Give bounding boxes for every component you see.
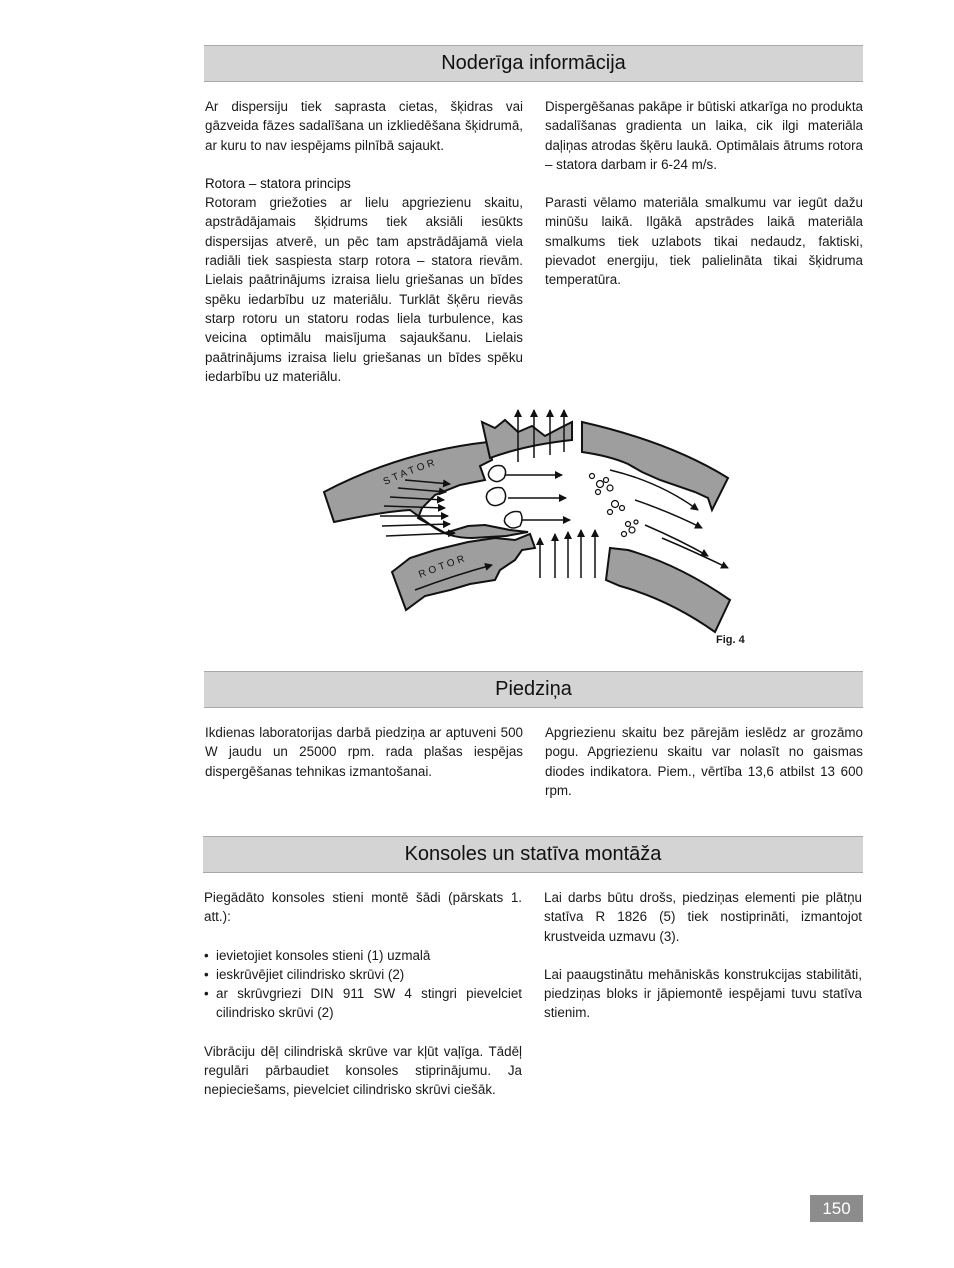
section-title-drive [204,671,863,708]
stand-mounting-text: Lai darbs būtu drošs, piedziņas elementi pie plātņu statīva R 1826 (5) tiek nostiprināti, izmantojot krustveida uzmavu (3). [544,890,862,944]
section-title-text: Konsoles un statīva montāža [404,843,662,865]
section3-right-column [544,888,862,1023]
stator-right-block [582,422,728,510]
rotor-stator-text: Rotoram griežoties ar lielu apgriezienu skaitu, apstrādājamais šķidrums tiek aksiāli iesūkts dispersijas atverē, un pēc tam apstrādājamā viela radiāli tiek saspiesta starp rotora – statora rievām. Lielais paātrinājums izraisa lielu griešanas un bīdes spēku iedarbību uz materiālu. Turklāt šķēru rievās starp rotoru un statoru rodas liela turbulence, kas veicina optimālu maisījuma sajaukšanu. Lielais paātrinājums izraisa lielu griešanas un bīdes spēku iedarbību uz materiālu. [205,195,523,384]
list-item: • ieskrūvējiet cilindrisko skrūvi (2) [204,965,522,984]
fineness-text: Parasti vēlamo materiāla smalkumu var iegūt dažu minūšu laikā. Ilgākā apstrādes laikā materiāla smalkums tiek uzlabots tikai nedaudz, faktiski, pievadot energiju, tiek palielināta tikai šķidruma temperatūra. [545,195,863,288]
section3-left-column [204,888,522,1100]
figure-caption: Fig. 4 [716,634,745,646]
section-title-text: Piedziņa [495,678,572,700]
section-title-mounting [203,836,863,873]
rotor-label: ROTOR [417,552,469,581]
mounting-intro: Piegādāto konsoles stieni montē šādi (pārskats 1. att.): [204,890,522,925]
section-title-useful-info [204,45,863,82]
rotor-stator-subtitle: Rotora – statora princips [205,175,351,191]
page-number-text: 150 [822,1198,851,1218]
section2-right-column [545,723,863,800]
section-title-text: Noderīga informācija [441,52,626,74]
small-particles [590,474,639,537]
list-item: • ievietojiet konsoles stieni (1) uzmalā [204,946,522,965]
stator-top-block [482,420,572,458]
page-number [810,1195,863,1222]
dispersion-definition: Ar dispersiju tiek saprasta cietas, šķidras vai gāzveida fāzes sadalīšana un izkliedēšana šķidrumā, ar kuru to nav iespējams pilnībā sajaukt. [205,99,523,153]
vibration-warning-text: Vibrāciju dēļ cilindriskā skrūve var kļūt vaļīga. Tādēļ regulāri pārbaudiet konsoles stiprinājumu. Ja nepieciešams, pievelciet cilindrisko skrūvi ciešāk. [204,1043,522,1098]
drive-power-text: Ikdienas laboratorijas darbā piedziņa ar aptuveni 500 W jaudu un 25000 rpm. rada plašas iespējas dispergēšanas tehnikas izmantošanai. [205,725,523,779]
list-item: • ar skrūvgriezi DIN 911 SW 4 stingri pievelciet cilindrisko skrūvi (2) [204,984,522,1023]
outflow-arrows-bottom [540,530,595,578]
section1-right-column [545,97,863,290]
rotor-stator-diagram [310,400,770,660]
stability-text: Lai paaugstinātu mehāniskās konstrukcijas stabilitāti, piedziņas bloks ir jāpiemontē iespējami tuvu statīva stienim. [544,966,862,1021]
speed-control-text: Apgriezienu skaitu bez pārejām ieslēdz ar grozāmo pogu. Apgriezienu skaitu var nolasīt no gaismas diodes indikatora. Piem., vērtība 13,6 atbilst 13 600 rpm. [545,725,863,798]
dispersion-degree-text: Dispergēšanas pakāpe ir būtiski atkarīga no produkta sadalīšanas gradienta un laika, cik ilgi materiāla daļiņas atrodas šķēru laukā. Optimālais ātrums rotora – statora darbam ir 6-24 m/s. [545,99,863,172]
rotor-left-block [392,534,535,610]
section1-left-column [205,97,523,386]
stator-label: STATOR [381,456,439,488]
section2-left-column [205,723,523,781]
mounting-steps-list [204,946,522,1023]
